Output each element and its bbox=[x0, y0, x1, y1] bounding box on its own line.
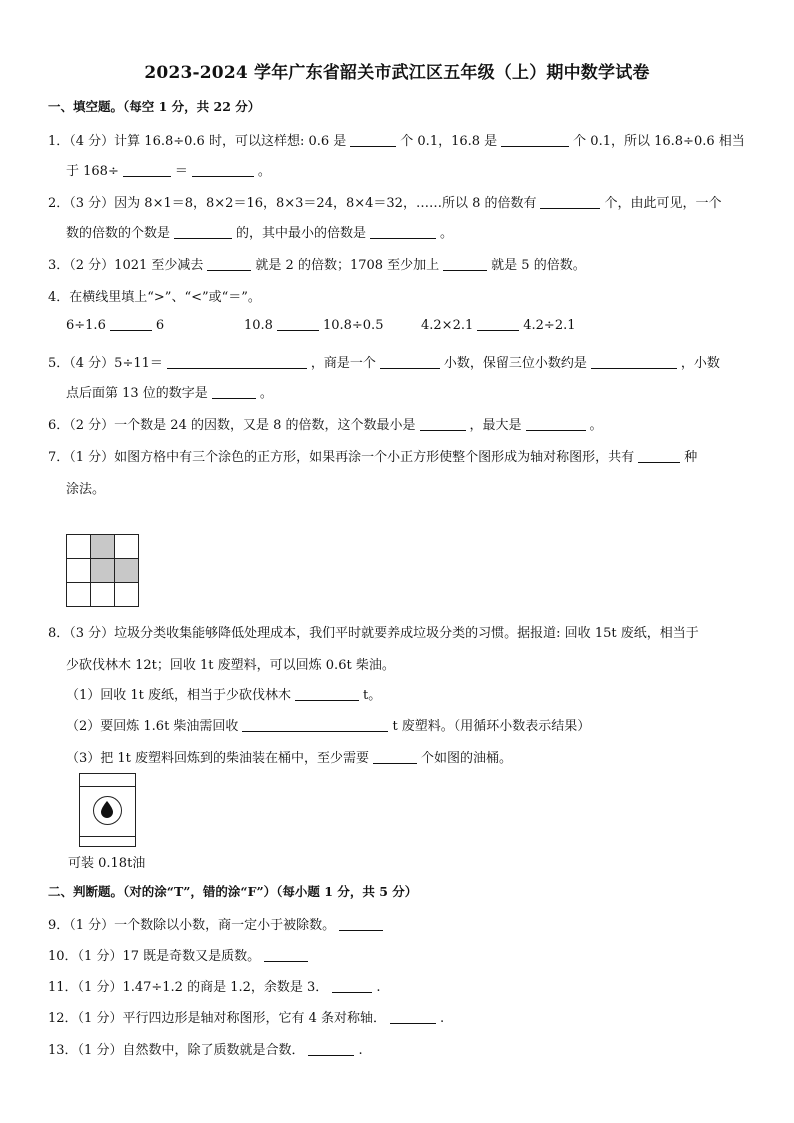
blank[interactable] bbox=[207, 258, 251, 271]
question-11: 11．（1 分）1.47÷1.2 的商是 1.2，余数是 3． . bbox=[48, 980, 381, 995]
question-8-line-2: 少砍伐林木 12t；回收 1t 废塑料，可以回炼 0.6t 柴油。 bbox=[66, 658, 395, 673]
blank[interactable] bbox=[264, 949, 308, 962]
question-13: 13．（1 分）自然数中，除了质数就是合数． . bbox=[48, 1043, 363, 1058]
blank[interactable] bbox=[477, 318, 519, 331]
barrel-top-line bbox=[80, 786, 135, 787]
barrel-caption: 可装 0.18t油 bbox=[68, 856, 146, 871]
question-4-compare-2: 10.8 10.8÷0.5 bbox=[244, 318, 384, 333]
grid-cell bbox=[67, 535, 91, 559]
blank[interactable] bbox=[110, 318, 152, 331]
blank[interactable] bbox=[242, 719, 388, 732]
question-5-line-1: 5．（4 分）5÷11＝ ，商是一个 小数，保留三位小数约是 ，小数 bbox=[48, 356, 720, 371]
grid-cell-shaded bbox=[115, 559, 139, 583]
grid-cell-shaded bbox=[91, 535, 115, 559]
blank[interactable] bbox=[420, 418, 466, 431]
question-1-line-2: 于 168÷ ＝ 。 bbox=[66, 164, 271, 179]
question-2-line-2: 数的倍数的个数是 的，其中最小的倍数是 。 bbox=[66, 226, 454, 241]
question-3: 3．（2 分）1021 至少减去 就是 2 的倍数；1708 至少加上 就是 5 的倍数。 bbox=[48, 258, 586, 273]
question-2-line-1: 2．（3 分）因为 8×1＝8，8×2＝16，8×3＝24，8×4＝32，……所以 8 的倍数有 个，由此可见，一个 bbox=[48, 196, 722, 211]
question-5-line-2: 点后面第 13 位的数字是 。 bbox=[66, 386, 273, 401]
question-4-stem: 4．在横线里填上“>”、“<”或“＝”。 bbox=[48, 290, 261, 305]
blank[interactable] bbox=[212, 386, 256, 399]
question-12: 12．（1 分）平行四边形是轴对称图形，它有 4 条对称轴． . bbox=[48, 1011, 445, 1026]
blank[interactable] bbox=[591, 356, 677, 369]
section-true-false-heading: 二、判断题。（对的涂“T”，错的涂“F”）（每小题 1 分，共 5 分） bbox=[48, 884, 418, 899]
question-6: 6．（2 分）一个数是 24 的因数，又是 8 的倍数，这个数最小是 ，最大是 。 bbox=[48, 418, 603, 433]
page-title: 2023-2024 学年广东省韶关市武江区五年级（上）期中数学试卷 bbox=[144, 63, 650, 83]
grid-cell bbox=[67, 559, 91, 583]
oil-drop-icon bbox=[100, 801, 114, 818]
grid-cell bbox=[115, 535, 139, 559]
section-fill-in-heading: 一、填空题。（每空 1 分，共 22 分） bbox=[48, 99, 261, 114]
blank[interactable] bbox=[192, 164, 254, 177]
square-grid-figure bbox=[66, 534, 139, 607]
grid-cell bbox=[91, 583, 115, 607]
question-1-line-1: 1．（4 分）计算 16.8÷0.6 时，可以这样想: 0.6 是 个 0.1，16.8 是 个 0.1，所以 16.8÷0.6 相当 bbox=[48, 134, 745, 149]
oil-barrel-figure bbox=[79, 773, 136, 847]
blank[interactable] bbox=[123, 164, 171, 177]
question-8-line-1: 8．（3 分）垃圾分类收集能够降低处理成本，我们平时就要养成垃圾分类的习惯。据报道: 回收 15t 废纸，相当于 bbox=[48, 626, 699, 641]
blank[interactable] bbox=[332, 980, 372, 993]
blank[interactable] bbox=[501, 134, 569, 147]
blank[interactable] bbox=[380, 356, 440, 369]
blank[interactable] bbox=[370, 226, 436, 239]
question-7-line-2: 涂法。 bbox=[66, 482, 106, 497]
blank[interactable] bbox=[540, 196, 600, 209]
blank[interactable] bbox=[277, 318, 319, 331]
question-8-part-3: （3）把 1t 废塑料回炼到的柴油装在桶中，至少需要 个如图的油桶。 bbox=[66, 751, 513, 766]
question-4-compare-3: 4.2×2.1 4.2÷2.1 bbox=[421, 318, 576, 333]
barrel-bottom-line bbox=[80, 836, 135, 837]
question-8-part-2: （2）要回炼 1.6t 柴油需回收 t 废塑料。（用循环小数表示结果） bbox=[66, 719, 591, 734]
grid-cell-shaded bbox=[91, 559, 115, 583]
blank[interactable] bbox=[390, 1011, 436, 1024]
blank[interactable] bbox=[350, 134, 396, 147]
question-9: 9．（1 分）一个数除以小数，商一定小于被除数。 bbox=[48, 914, 748, 933]
blank[interactable] bbox=[174, 226, 232, 239]
grid-cell bbox=[67, 583, 91, 607]
grid-cell bbox=[115, 583, 139, 607]
question-8-part-1: （1）回收 1t 废纸，相当于少砍伐林木 t。 bbox=[66, 688, 382, 703]
question-7-line-1: 7．（1 分）如图方格中有三个涂色的正方形，如果再涂一个小正方形使整个图形成为轴对称图形，共有 种 bbox=[48, 450, 698, 465]
question-4-compare-1: 6÷1.6 6 bbox=[66, 318, 165, 333]
blank[interactable] bbox=[167, 356, 307, 369]
blank[interactable] bbox=[308, 1043, 354, 1056]
blank[interactable] bbox=[443, 258, 487, 271]
blank[interactable] bbox=[526, 418, 586, 431]
blank[interactable] bbox=[295, 688, 359, 701]
question-10: 10．（1 分）17 既是奇数又是质数。 bbox=[48, 945, 748, 964]
blank[interactable] bbox=[339, 918, 383, 931]
blank[interactable] bbox=[373, 751, 417, 764]
blank[interactable] bbox=[638, 450, 680, 463]
